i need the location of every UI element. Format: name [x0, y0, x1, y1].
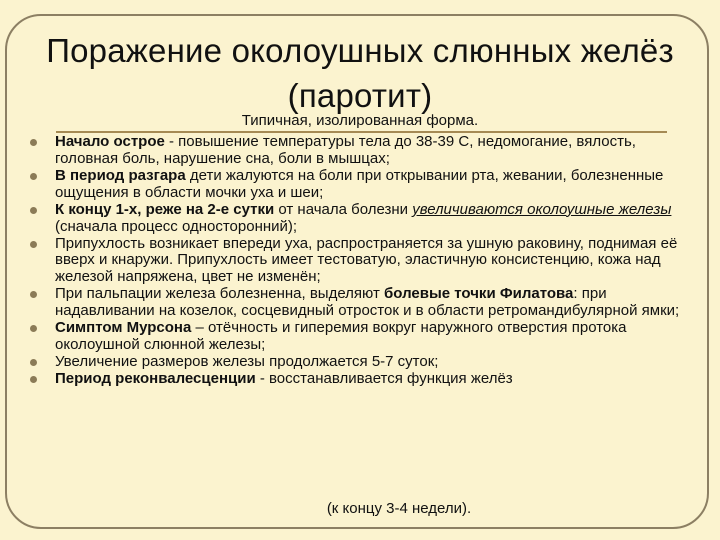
bullet-text: от начала болезни: [274, 200, 413, 218]
bullet-text: При пальпации железа болезненна, выделяют: [55, 285, 385, 303]
bullet-text: - повышение температуры тела до 38-39 С, недомогание, вялость, головная боль, нарушение сна, боли в мышцах;: [55, 133, 636, 167]
bullet-list: [55, 134, 685, 389]
bullet-item: [55, 371, 685, 388]
bullet-dot-icon: [30, 241, 37, 248]
bullet-item: [55, 168, 685, 201]
bullet-text-after: : при надавливании на козелок, сосцевидный отросток и в области ретромандибулярной ямки;: [55, 285, 680, 320]
bullet-bold: Период реконвалесценции: [55, 370, 256, 388]
bullet-bold: Начало острое: [55, 133, 165, 150]
bullet-dot-icon: [30, 207, 37, 214]
bullet-item: [55, 236, 685, 286]
title-line-2: (паротит): [287, 77, 433, 114]
bullet-item: [55, 202, 685, 235]
title-line-1: Поражение околоушных слюнных желёз: [46, 32, 674, 69]
bullet-text: Увеличение размеров железы продолжается 5-7 суток;: [55, 353, 439, 371]
slide-title: [0, 28, 720, 118]
bullet-bold: болевые точки Филатова: [384, 285, 574, 303]
bullet-bold: Симптом Мурсона: [55, 319, 192, 337]
bullet-dot-icon: [30, 139, 37, 146]
bullet-dot-icon: [30, 173, 37, 180]
bullet-emphasis: увеличиваются околоушные железы: [412, 200, 672, 218]
final-line: (к концу 3-4 недели).: [326, 500, 472, 517]
bullet-text: дети жалуются на боли при открывании рта, жевании, болезненные ощущения в области мочки уха и шеи;: [55, 166, 664, 201]
bullet-item: [55, 320, 685, 353]
bullet-text: Припухлость возникает впереди уха, распространяется за ушную раковину, поднимая её вверх и кнаружи. Припухлость имеет тестоватую, эластичную консистенцию, кожа над железой напряжена, цвет не изменён;: [55, 234, 678, 286]
bullet-text-after: (сначала процесс односторонний);: [55, 217, 298, 235]
slide-subtitle: Типичная, изолированная форма.: [241, 112, 479, 129]
bullet-bold: В период разгара: [55, 166, 186, 184]
bullet-text: – отёчность и гиперемия вокруг наружного отверстия протока околоушной слюнной железы;: [55, 319, 627, 353]
bullet-item: [55, 286, 685, 319]
bullet-item: [55, 354, 685, 371]
bullet-bold: К концу 1-х, реже на 2-е сутки: [55, 200, 275, 218]
bullet-text: - восстанавливается функция желёз: [255, 370, 513, 388]
bullet-item: [55, 134, 685, 167]
